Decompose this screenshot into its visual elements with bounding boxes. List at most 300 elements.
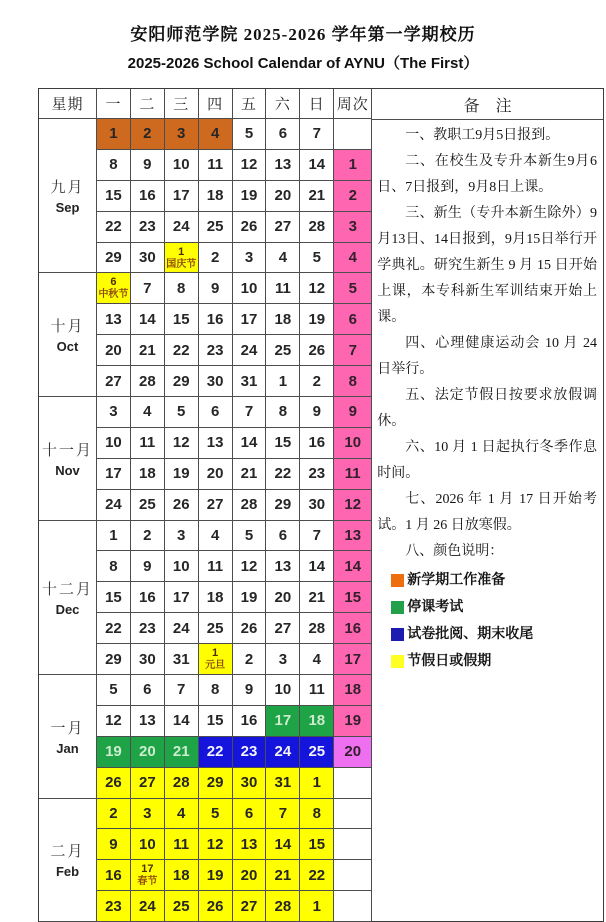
day-number: 1 <box>212 647 219 660</box>
day-number: 24 <box>105 496 122 514</box>
day-number: 6 <box>244 805 254 823</box>
day-number: 3 <box>109 403 118 421</box>
day-cell <box>300 706 334 737</box>
week-number-cell <box>334 119 372 150</box>
day-cell <box>266 737 300 768</box>
day-cell <box>97 675 131 706</box>
week-number-cell: 3 <box>334 212 372 243</box>
day-cell <box>266 768 300 799</box>
day-cell <box>131 335 165 366</box>
day-cell <box>233 582 267 613</box>
day-cell <box>165 675 199 706</box>
day-cell <box>165 768 199 799</box>
day-cell <box>199 582 233 613</box>
day-cell <box>165 613 199 644</box>
day-number: 5 <box>244 527 254 545</box>
day-number: 1 <box>109 125 118 143</box>
day-cell <box>199 181 233 212</box>
week-number-cell: 8 <box>334 366 372 397</box>
day-cell <box>97 829 131 860</box>
day-number: 13 <box>138 712 156 730</box>
day-number: 8 <box>278 403 288 421</box>
day-number: 16 <box>206 310 224 328</box>
day-number: 15 <box>105 588 122 606</box>
day-number: 8 <box>177 279 186 297</box>
remarks-body <box>372 120 603 675</box>
day-cell <box>97 613 131 644</box>
day-cell <box>300 119 334 150</box>
day-number: 5 <box>177 403 186 421</box>
day-cell <box>97 150 131 181</box>
day-number: 20 <box>105 341 122 359</box>
day-cell <box>266 891 300 922</box>
day-number: 26 <box>240 218 258 236</box>
day-number: 1 <box>312 897 321 915</box>
day-number: 4 <box>278 249 288 266</box>
day-number: 15 <box>172 310 190 328</box>
day-number: 27 <box>138 774 156 792</box>
day-cell <box>165 181 199 212</box>
month-name-en: Feb <box>55 864 80 880</box>
day-cell <box>199 119 233 150</box>
day-cell <box>199 490 233 521</box>
day-cell <box>97 428 131 459</box>
day-number: 23 <box>138 619 156 637</box>
day-cell <box>233 273 267 304</box>
day-cell <box>165 799 199 830</box>
day-cell <box>199 366 233 397</box>
day-cell <box>233 150 267 181</box>
day-cell <box>233 490 267 521</box>
day-number: 5 <box>244 125 254 143</box>
day-cell <box>300 150 334 181</box>
day-cell <box>233 644 267 675</box>
day-cell <box>266 273 300 304</box>
day-cell <box>97 799 131 830</box>
day-cell <box>266 551 300 582</box>
day-cell <box>233 212 267 243</box>
week-number-cell: 12 <box>334 490 372 521</box>
day-number: 3 <box>143 805 152 823</box>
day-cell <box>131 675 165 706</box>
day-number: 24 <box>274 743 292 761</box>
day-cell <box>266 304 300 335</box>
day-number: 28 <box>240 496 258 514</box>
day-cell <box>266 366 300 397</box>
day-cell <box>165 891 199 922</box>
day-cell <box>97 335 131 366</box>
day-cell <box>199 273 233 304</box>
day-number: 11 <box>207 156 224 174</box>
remark-note: 六、10 月 1 日起执行冬季作息时间。 <box>377 440 597 481</box>
day-number: 20 <box>274 588 292 606</box>
day-cell <box>131 582 165 613</box>
day-number: 11 <box>173 835 190 853</box>
month-name-cn: 二月 <box>50 844 85 861</box>
day-cell <box>97 304 131 335</box>
day-cell <box>233 428 267 459</box>
day-number: 10 <box>274 681 292 699</box>
month-name-en: Dec <box>55 601 80 617</box>
day-cell <box>266 799 300 830</box>
day-number: 19 <box>308 310 326 328</box>
day-number: 28 <box>274 897 292 915</box>
page-title-cn: 安阳师范学院 2025-2026 学年第一学期校历 <box>130 25 476 44</box>
week-number-cell: 18 <box>334 675 372 706</box>
day-cell <box>199 829 233 860</box>
day-number: 4 <box>210 125 220 143</box>
day-cell <box>97 860 131 891</box>
week-number-cell <box>334 860 372 891</box>
day-cell <box>131 428 165 459</box>
day-number: 11 <box>207 557 224 575</box>
day-cell <box>233 613 267 644</box>
day-number: 2 <box>210 249 220 266</box>
day-number: 10 <box>172 156 190 174</box>
day-number: 3 <box>278 650 288 668</box>
month-name-cn: 十二月 <box>41 581 93 598</box>
day-cell <box>97 397 131 428</box>
day-number: 17 <box>172 187 190 205</box>
day-cell <box>266 150 300 181</box>
day-cell <box>97 521 131 552</box>
day-cell <box>97 644 131 675</box>
day-cell <box>97 212 131 243</box>
day-number: 2 <box>244 650 254 668</box>
legend-color-swatch <box>391 655 404 668</box>
day-number: 19 <box>240 588 258 606</box>
day-cell <box>233 891 267 922</box>
day-cell <box>199 551 233 582</box>
day-cell <box>233 181 267 212</box>
day-cell <box>199 675 233 706</box>
day-number: 29 <box>105 650 122 668</box>
header-day-fri: 五 <box>233 89 267 119</box>
day-number: 19 <box>240 187 258 205</box>
day-cell <box>300 521 334 552</box>
day-cell <box>266 181 300 212</box>
day-number: 1 <box>178 245 185 258</box>
day-number: 24 <box>138 897 156 915</box>
day-cell <box>97 119 131 150</box>
week-number-cell: 10 <box>334 428 372 459</box>
legend-label: 停课考试 <box>407 600 464 615</box>
day-number: 8 <box>109 557 118 575</box>
day-number: 17 <box>240 310 258 328</box>
day-number: 8 <box>312 805 321 823</box>
week-number-cell: 14 <box>334 551 372 582</box>
day-cell <box>131 150 165 181</box>
day-cell <box>199 212 233 243</box>
day-number: 21 <box>308 588 326 606</box>
remark-note: 七、2026 年 1 月 17 日开始考试。1 月 26 日放寒假。 <box>377 492 597 533</box>
day-number: 18 <box>172 866 190 884</box>
day-cell <box>131 768 165 799</box>
day-cell <box>131 397 165 428</box>
day-cell <box>131 737 165 768</box>
day-number: 26 <box>105 774 122 792</box>
day-number: 21 <box>274 866 292 884</box>
day-number: 23 <box>206 341 224 359</box>
day-cell <box>165 366 199 397</box>
day-number: 23 <box>308 465 326 483</box>
day-cell <box>300 397 334 428</box>
day-number: 12 <box>240 156 258 174</box>
day-cell <box>97 768 131 799</box>
day-cell <box>165 243 199 274</box>
day-number: 2 <box>109 805 118 823</box>
day-number: 12 <box>308 279 326 297</box>
day-number: 30 <box>308 496 326 514</box>
week-number-cell: 1 <box>334 150 372 181</box>
day-cell <box>300 644 334 675</box>
day-number: 22 <box>172 341 190 359</box>
month-name-en: Oct <box>56 339 79 355</box>
day-number: 27 <box>206 496 224 514</box>
day-cell <box>97 891 131 922</box>
day-number: 14 <box>138 310 156 328</box>
week-number-cell: 9 <box>334 397 372 428</box>
day-number: 9 <box>109 835 118 853</box>
day-number: 3 <box>177 527 186 545</box>
title-block <box>0 0 606 73</box>
week-number-cell: 19 <box>334 706 372 737</box>
day-number: 23 <box>138 218 156 236</box>
day-number: 29 <box>274 496 292 514</box>
day-number: 26 <box>206 897 224 915</box>
day-cell <box>165 706 199 737</box>
day-cell <box>300 799 334 830</box>
day-number: 22 <box>274 465 292 483</box>
day-number: 19 <box>105 743 122 761</box>
week-number-cell: 13 <box>334 521 372 552</box>
day-number: 7 <box>244 403 254 421</box>
day-cell <box>233 799 267 830</box>
day-number: 27 <box>105 372 122 390</box>
day-number: 9 <box>312 403 321 421</box>
day-number: 23 <box>105 897 122 915</box>
day-number: 9 <box>210 279 220 297</box>
day-number: 20 <box>240 866 258 884</box>
day-number: 9 <box>143 557 152 575</box>
day-cell <box>165 551 199 582</box>
day-number: 15 <box>206 712 224 730</box>
day-number: 22 <box>206 743 224 761</box>
calendar-grid <box>39 89 372 921</box>
day-number: 15 <box>105 187 122 205</box>
day-cell <box>266 243 300 274</box>
day-number: 26 <box>240 619 258 637</box>
legend-item <box>391 594 597 621</box>
day-cell <box>97 273 131 304</box>
day-number: 14 <box>308 156 326 174</box>
legend-label: 试卷批阅、期末收尾 <box>407 627 534 642</box>
day-number: 22 <box>308 866 326 884</box>
day-cell <box>233 829 267 860</box>
day-number: 21 <box>172 743 190 761</box>
day-cell <box>300 582 334 613</box>
day-cell <box>233 397 267 428</box>
week-number-cell: 5 <box>334 273 372 304</box>
day-number: 12 <box>206 835 224 853</box>
week-number-cell: 7 <box>334 335 372 366</box>
week-number-cell: 2 <box>334 181 372 212</box>
legend-item <box>391 648 597 675</box>
day-number: 5 <box>109 681 118 699</box>
day-cell <box>233 459 267 490</box>
holiday-label: 元旦 <box>205 660 226 672</box>
day-number: 7 <box>312 527 321 545</box>
day-number: 2 <box>143 527 152 545</box>
day-cell <box>165 829 199 860</box>
day-number: 18 <box>308 712 326 730</box>
day-number: 18 <box>206 588 224 606</box>
day-cell <box>233 737 267 768</box>
remark-note: 三、新生（专升本新生除外）9月13日、14日报到，9月15日举行开学典礼。研究生新生 9 月 15 日开始上课，本专科新生军训结束开始上课。 <box>377 206 597 325</box>
month-name-cn: 十月 <box>50 319 85 336</box>
remarks-header: 备 注 <box>372 89 603 120</box>
calendar-table <box>38 88 604 922</box>
day-number: 15 <box>308 835 326 853</box>
day-cell <box>97 366 131 397</box>
day-cell <box>97 243 131 274</box>
remark-note: 四、心理健康运动会 10 月 24 日举行。 <box>377 336 597 377</box>
day-number: 2 <box>312 372 321 390</box>
day-cell <box>97 459 131 490</box>
day-number: 27 <box>274 619 292 637</box>
day-cell <box>233 304 267 335</box>
day-number: 4 <box>177 805 186 823</box>
day-cell <box>131 273 165 304</box>
day-number: 21 <box>308 187 326 205</box>
day-number: 25 <box>172 897 190 915</box>
day-cell <box>131 551 165 582</box>
day-cell <box>266 397 300 428</box>
day-number: 13 <box>105 310 122 328</box>
day-cell <box>266 119 300 150</box>
day-cell <box>165 582 199 613</box>
day-cell <box>199 706 233 737</box>
day-cell <box>199 891 233 922</box>
day-cell <box>199 644 233 675</box>
day-cell <box>300 675 334 706</box>
day-cell <box>266 644 300 675</box>
day-number: 28 <box>172 774 190 792</box>
day-cell <box>97 706 131 737</box>
header-week-number-label: 周次 <box>334 89 372 119</box>
legend-color-swatch <box>391 601 404 614</box>
day-number: 10 <box>138 835 156 853</box>
day-number: 10 <box>172 557 190 575</box>
day-number: 13 <box>240 835 258 853</box>
remark-note: 五、法定节假日按要求放假调休。 <box>377 388 597 429</box>
day-number: 3 <box>244 249 254 266</box>
day-number: 25 <box>206 619 224 637</box>
day-number: 13 <box>206 434 224 452</box>
day-cell <box>300 212 334 243</box>
month-label <box>39 675 97 799</box>
day-cell <box>165 119 199 150</box>
day-cell <box>300 304 334 335</box>
remark-note: 八、颜色说明： <box>405 544 504 559</box>
day-cell <box>97 582 131 613</box>
day-number: 14 <box>308 557 326 575</box>
day-number: 18 <box>206 187 224 205</box>
day-number: 30 <box>138 249 156 266</box>
day-cell <box>165 273 199 304</box>
day-cell <box>233 551 267 582</box>
day-number: 6 <box>110 276 117 289</box>
day-number: 30 <box>206 372 224 390</box>
legend-color-swatch <box>391 628 404 641</box>
month-label <box>39 273 97 397</box>
day-number: 1 <box>278 372 288 390</box>
day-number: 25 <box>274 341 292 359</box>
day-number: 4 <box>312 650 321 668</box>
day-cell <box>199 428 233 459</box>
month-name-en: Jan <box>56 740 79 756</box>
legend-color-swatch <box>391 574 404 587</box>
day-cell <box>266 459 300 490</box>
day-number: 31 <box>240 372 258 390</box>
day-number: 31 <box>172 650 190 668</box>
day-number: 4 <box>143 403 152 421</box>
day-number: 24 <box>172 218 190 236</box>
day-number: 7 <box>312 125 321 143</box>
day-number: 6 <box>143 681 152 699</box>
header-day-thu: 四 <box>199 89 233 119</box>
legend-item <box>391 567 597 594</box>
day-cell <box>165 490 199 521</box>
day-number: 20 <box>138 743 156 761</box>
day-cell <box>300 335 334 366</box>
day-number: 26 <box>172 496 190 514</box>
day-cell <box>266 829 300 860</box>
day-number: 25 <box>138 496 156 514</box>
month-label <box>39 799 97 922</box>
day-cell <box>165 397 199 428</box>
day-number: 16 <box>138 187 156 205</box>
day-number: 27 <box>274 218 292 236</box>
day-cell <box>131 304 165 335</box>
day-cell <box>233 335 267 366</box>
week-number-cell: 11 <box>334 459 372 490</box>
day-number: 25 <box>308 743 326 761</box>
day-cell <box>131 829 165 860</box>
day-number: 2 <box>143 125 152 143</box>
day-cell <box>199 150 233 181</box>
day-cell <box>131 181 165 212</box>
day-cell <box>199 397 233 428</box>
day-number: 13 <box>274 557 292 575</box>
header-day-sun: 日 <box>300 89 334 119</box>
day-number: 28 <box>308 218 326 236</box>
header-day-mon: 一 <box>97 89 131 119</box>
day-number: 8 <box>210 681 220 699</box>
day-number: 19 <box>206 866 224 884</box>
day-cell <box>300 273 334 304</box>
day-number: 10 <box>240 279 258 297</box>
day-cell <box>233 119 267 150</box>
day-cell <box>199 799 233 830</box>
day-number: 7 <box>278 805 288 823</box>
day-cell <box>233 768 267 799</box>
day-cell <box>266 675 300 706</box>
day-cell <box>199 737 233 768</box>
week-number-cell: 6 <box>334 304 372 335</box>
day-cell <box>131 613 165 644</box>
day-cell <box>233 243 267 274</box>
